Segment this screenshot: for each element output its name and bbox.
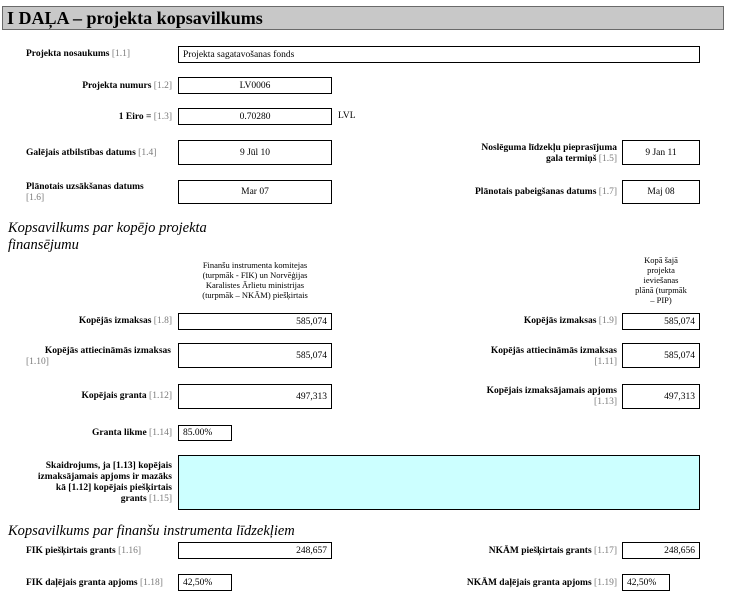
total-costs-label-left: Kopējās izmaksas [1.8]	[78, 316, 172, 326]
final-date-field[interactable]: 9 Jūl 10	[178, 140, 332, 165]
closing-date-label: Noslēguma līdzekļu pieprasījuma gala termiņš [1.5]	[481, 143, 617, 164]
section-title-funding: Kopsavilkums par kopējo projekta finansējumu	[8, 220, 207, 253]
grant-rate-label: Granta likme [1.14]	[92, 428, 172, 438]
eligible-costs-label-right: Kopējās attiecināmās izmaksas [1.11]	[490, 346, 617, 367]
total-grant-label: Kopējais granta [1.12]	[81, 391, 172, 401]
column-note-pip: Kopā šajā projekta ieviešanas plānā (turpmāk – PIP)	[635, 255, 687, 305]
eligible-costs-label-left: Kopējās attiecināmās izmaksas [1.10]	[26, 346, 171, 367]
total-costs-field-right[interactable]: 585,074	[622, 313, 700, 330]
start-date-label: Plānotais uzsākšanas datums [1.6]	[26, 182, 144, 203]
final-date-label: Galējais atbilstības datums [1.4]	[26, 148, 157, 158]
total-grant-field[interactable]: 497,313	[178, 384, 332, 409]
column-note-fik-nkam: Finanšu instrumenta komitejas (turpmāk - FIK) un Norvēģijas Karalistes Ārlietu ministrijas (turpmāk – NKĀM) piešķirtais	[202, 260, 308, 300]
start-date-field[interactable]: Mar 07	[178, 180, 332, 204]
currency-unit: LVL	[338, 111, 356, 121]
euro-rate-field[interactable]: 0.70280	[178, 108, 332, 125]
total-payable-field[interactable]: 497,313	[622, 384, 700, 409]
end-date-field[interactable]: Maj 08	[622, 180, 700, 204]
project-name-field[interactable]: Projekta sagatavošanas fonds	[178, 46, 700, 63]
total-payable-label: Kopējais izmaksājamais apjoms [1.13]	[486, 386, 617, 407]
grant-rate-field[interactable]: 85.00%	[178, 425, 232, 441]
nkam-grant-label: NKĀM piešķirtais grants [1.17]	[488, 546, 617, 556]
fik-share-field[interactable]: 42,50%	[178, 574, 232, 591]
page-title: I DAĻA – projekta kopsavilkums	[7, 8, 263, 28]
explanation-label: Skaidrojums, ja [1.13] kopējais izmaksājamais apjoms ir mazāks kā [1.12] kopējais piešķirtais grants [1.15]	[37, 461, 172, 504]
project-number-label: Projekta numurs [1.2]	[82, 81, 172, 91]
eligible-costs-field-left[interactable]: 585,074	[178, 343, 332, 368]
project-name-label: Projekta nosaukums [1.1]	[26, 49, 131, 59]
section-header	[2, 6, 724, 30]
project-number-field[interactable]: LV0006	[178, 77, 332, 94]
end-date-label: Plānotais pabeigšanas datums [1.7]	[475, 187, 617, 197]
nkam-grant-field[interactable]: 248,656	[622, 542, 700, 559]
fik-grant-field[interactable]: 248,657	[178, 542, 332, 559]
nkam-share-field[interactable]: 42,50%	[622, 574, 670, 591]
section-title-instrument: Kopsavilkums par finanšu instrumenta līdzekļiem	[8, 523, 295, 539]
fik-share-label: FIK daļējais granta apjoms [1.18]	[26, 578, 163, 588]
total-costs-field-left[interactable]: 585,074	[178, 313, 332, 330]
closing-date-field[interactable]: 9 Jan 11	[622, 140, 700, 165]
eligible-costs-field-right[interactable]: 585,074	[622, 343, 700, 368]
nkam-share-label: NKĀM daļējais granta apjoms [1.19]	[466, 578, 617, 588]
fik-grant-label: FIK piešķirtais grants [1.16]	[26, 546, 142, 556]
total-costs-label-right: Kopējās izmaksas [1.9]	[523, 316, 617, 326]
euro-rate-label: 1 Eiro = [1.3]	[118, 112, 172, 122]
explanation-field[interactable]	[178, 455, 700, 510]
